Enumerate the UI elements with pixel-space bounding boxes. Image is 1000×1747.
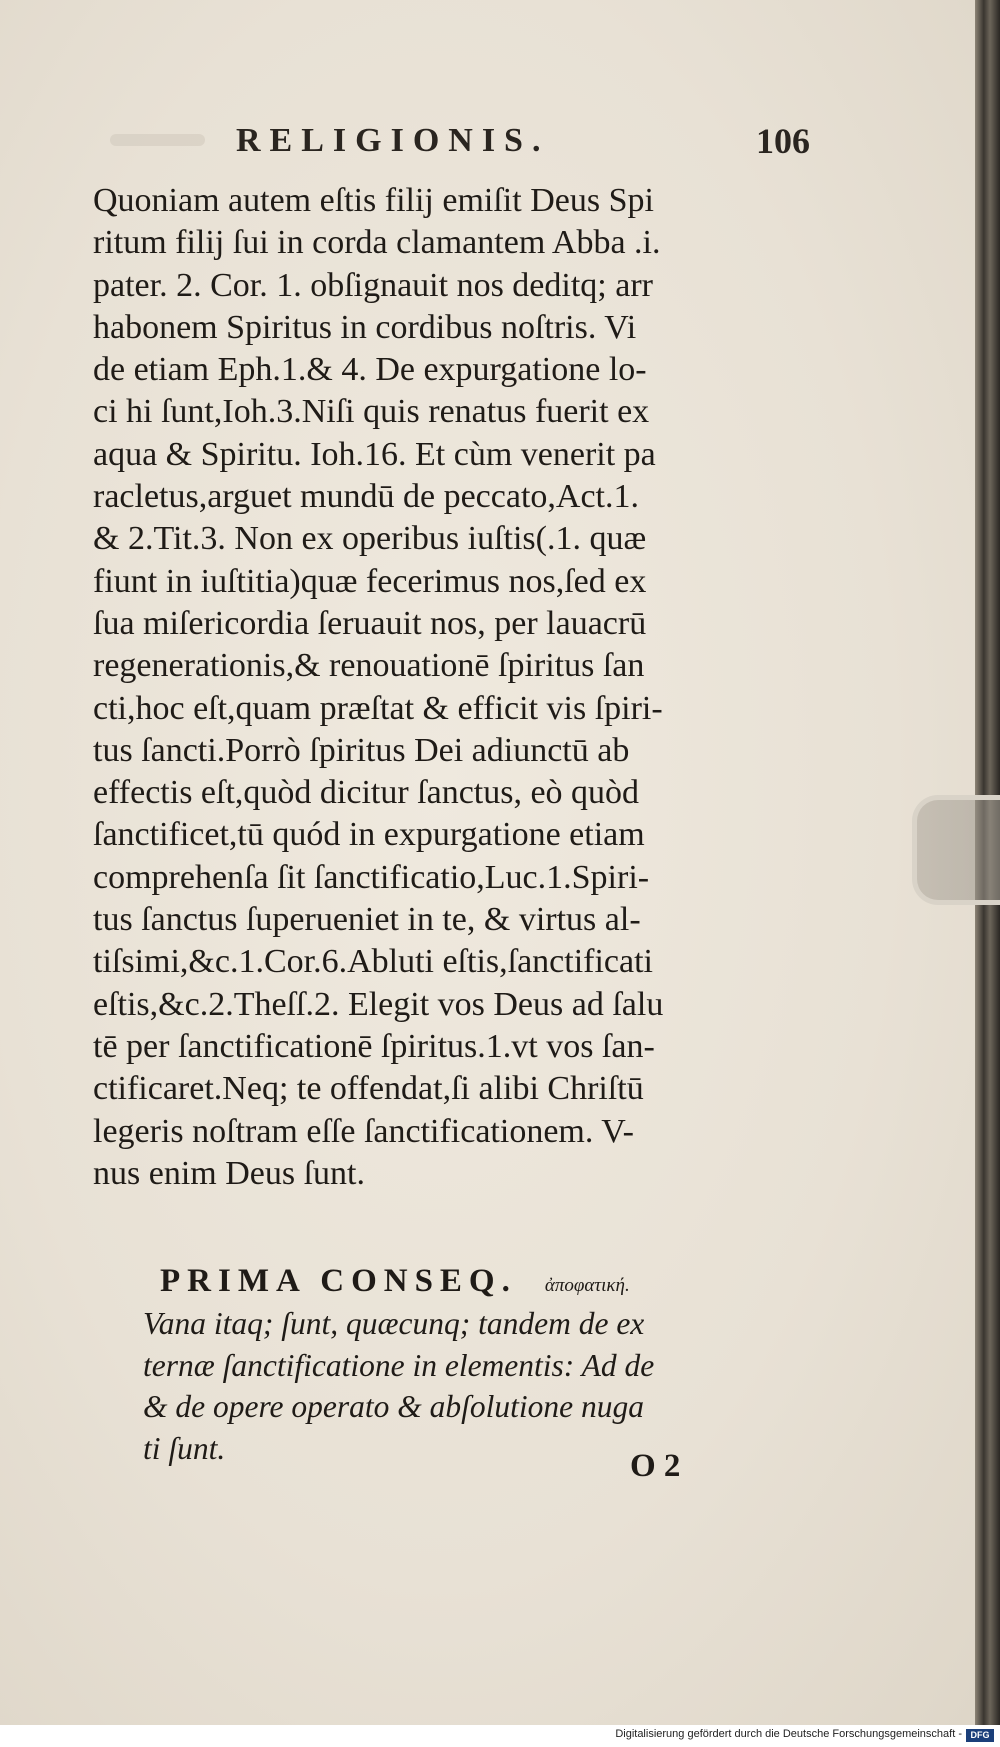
text-line: ſanctificet,tū quód in expurgatione etiam — [93, 816, 645, 854]
section-heading — [160, 1263, 810, 1300]
text-line: & de opere operato & abſolutione nuga — [143, 1389, 645, 1424]
text-line: de etiam Eph.1.& 4. De expurgatione lo- — [93, 351, 647, 389]
footer-credit: Digitalisierung gefördert durch die Deutsche Forschungsgemeinschaft - — [615, 1728, 962, 1740]
text-line: comprehenſa ſit ſanctificatio,Luc.1.Spiri- — [93, 858, 650, 896]
text-line: nus enim Deus ſunt. — [93, 1154, 365, 1192]
page-header — [100, 118, 810, 168]
ink-smudge — [110, 134, 205, 146]
dfg-logo-icon: DFG — [966, 1729, 994, 1742]
text-line: cti,hoc eſt,quam præſtat & efficit vis ſpiri- — [93, 689, 663, 727]
text-line: legeris noſtram eſſe ſanctificationem. V- — [93, 1112, 634, 1150]
text-line: ti ſunt. — [143, 1430, 226, 1466]
text-line: effectis eſt,quòd dicitur ſanctus, eò quòd — [93, 774, 640, 812]
section-title: PRIMA CONSEQ. — [160, 1263, 517, 1299]
text-line: pater. 2. Cor. 1. obſignauit nos deditq; arr — [93, 266, 653, 304]
text-line: eſtis,&c.2.Theſſ.2. Elegit vos Deus ad ſalu — [93, 985, 664, 1023]
running-head: RELIGIONIS. — [236, 122, 550, 159]
book-clasp — [912, 795, 1000, 905]
text-line: regenerationis,& renouationē ſpiritus ſan — [93, 647, 645, 685]
page-number: 106 — [756, 121, 810, 161]
text-line: Vana itaq; ſunt, quæcunq; tandem de ex — [143, 1306, 645, 1341]
text-line: tiſsimi,&c.1.Cor.6.Abluti eſtis,ſanctificati — [93, 943, 653, 981]
text-line: tē per ſanctificationē ſpiritus.1.vt vos ſan- — [93, 1027, 655, 1065]
text-line: ternæ ſanctificatione in elementis: Ad de — [143, 1347, 655, 1383]
text-line: tus ſancti.Porrò ſpiritus Dei adiunctū ab — [93, 731, 630, 769]
text-line: habonem Spiritus in cordibus noſtris. Vi — [93, 308, 637, 346]
text-line: racletus,arguet mundū de peccato,Act.1. — [93, 478, 639, 516]
text-line: ctificaret.Neq; te offendat,ſi alibi Chriſtū — [93, 1070, 644, 1108]
body-text — [93, 180, 803, 1195]
signature-mark: O 2 — [630, 1448, 681, 1484]
text-line: & 2.Tit.3. Non ex operibus iuſtis(.1. quæ — [93, 520, 647, 558]
text-line: aqua & Spiritu. Ioh.16. Et cùm venerit pa — [93, 435, 656, 473]
footer-bar — [0, 1725, 1000, 1747]
text-line: fiunt in iuſtitia)quæ fecerimus nos,ſed ex — [93, 562, 647, 600]
text-line: tus ſanctus ſuperueniet in te, & virtus al- — [93, 901, 641, 939]
text-line: ci hi ſunt,Ioh.3.Niſi quis renatus fuerit ex — [93, 393, 650, 431]
text-line: Quoniam autem eſtis filij emiſit Deus Spi — [93, 182, 654, 219]
text-line: ſua miſericordia ſeruauit nos, per lauacrū — [93, 604, 647, 642]
italic-proposition — [143, 1303, 803, 1469]
text-line: ritum filij ſui in corda clamantem Abba .i. — [93, 224, 661, 262]
section-greek-label: ἀποφατική. — [544, 1275, 630, 1296]
